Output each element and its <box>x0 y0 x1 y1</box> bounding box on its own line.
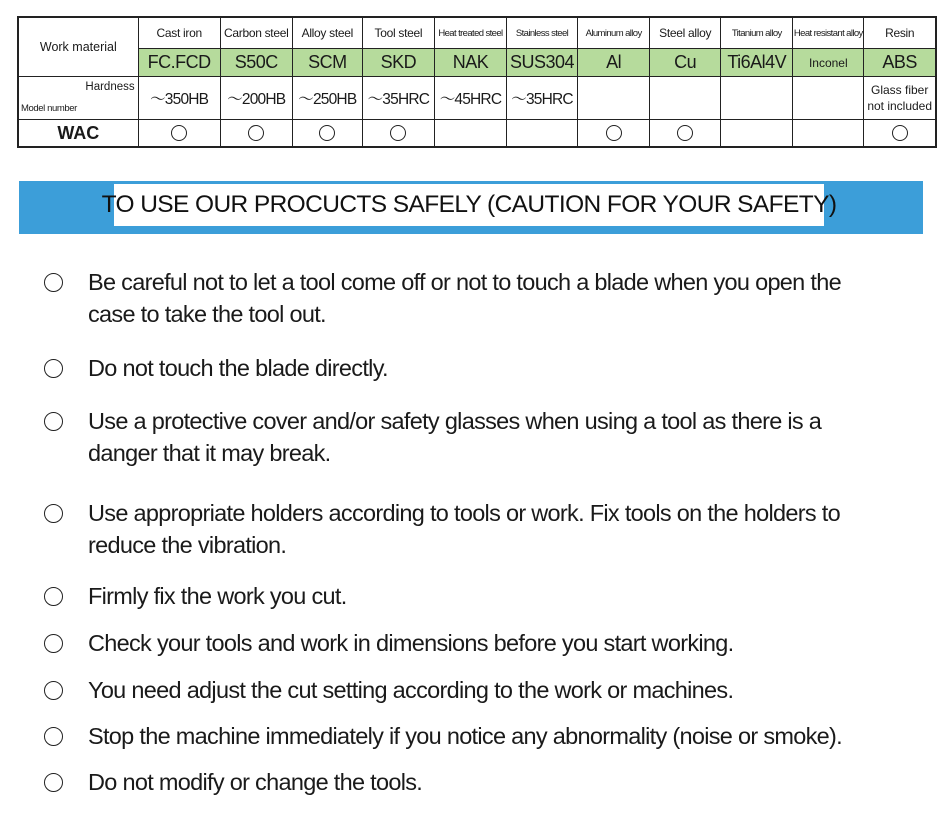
caution-text: Stop the machine immediately if you notice any abnormality (noise or smoke). <box>88 723 843 749</box>
circle-bullet-icon <box>44 273 63 292</box>
compatible-mark-icon <box>892 125 908 141</box>
compat-cell <box>793 120 864 148</box>
compat-cell <box>434 120 506 148</box>
material-name-cast-iron: Cast iron <box>138 17 220 49</box>
circle-bullet-icon <box>44 504 63 523</box>
material-name-carbon-steel: Carbon steel <box>220 17 292 49</box>
material-name-resin: Resin <box>864 17 936 49</box>
circle-bullet-icon <box>44 773 63 792</box>
hardness-value: ～35HRC <box>362 77 434 120</box>
material-name-alloy-steel: Alloy steel <box>292 17 362 49</box>
compat-cell <box>138 120 220 148</box>
circle-bullet-icon <box>44 587 63 606</box>
hardness-value: ～250HB <box>292 77 362 120</box>
compatible-mark-icon <box>319 125 335 141</box>
caution-text: Do not touch the blade directly. <box>88 355 388 381</box>
material-name-aluminum-alloy: Aluminum alloy <box>578 17 650 49</box>
compatible-mark-icon <box>248 125 264 141</box>
resin-note: Glass fiber not included <box>864 77 936 120</box>
work-material-label: Work material <box>18 17 138 77</box>
material-code-s50c: S50C <box>220 49 292 77</box>
compat-cell <box>220 120 292 148</box>
hardness-row <box>18 77 936 120</box>
compat-cell <box>864 120 936 148</box>
hardness-value: ～45HRC <box>434 77 506 120</box>
hardness-value <box>578 77 650 120</box>
hardness-value: ～350HB <box>138 77 220 120</box>
caution-text: Use a protective cover and/or safety glasses when using a tool as there is a danger that it may break. <box>88 408 822 466</box>
material-name-heat-resistant-alloy: Heat resistant alloy <box>793 17 864 49</box>
hardness-model-corner-cell <box>18 77 138 120</box>
hardness-label: Hardness <box>85 81 135 93</box>
material-compatibility-table <box>17 16 937 148</box>
circle-bullet-icon <box>44 359 63 378</box>
material-name-titanium-alloy: Titanium alloy <box>721 17 793 49</box>
wac-compatibility-row <box>18 120 936 148</box>
compat-cell <box>362 120 434 148</box>
material-name-heat-treated-steel: Heat treated steel <box>434 17 506 49</box>
compatible-mark-icon <box>171 125 187 141</box>
compat-cell <box>292 120 362 148</box>
material-name-steel-alloy: Steel alloy <box>650 17 721 49</box>
material-code-scm: SCM <box>292 49 362 77</box>
caution-text: You need adjust the cut setting according to the work or machines. <box>88 677 734 703</box>
hardness-value <box>650 77 721 120</box>
material-code-abs: ABS <box>864 49 936 77</box>
caution-text: Be careful not to let a tool come off or not to touch a blade when you open the case to take the tool out. <box>88 269 841 327</box>
caution-text: Do not modify or change the tools. <box>88 769 423 795</box>
compat-cell <box>650 120 721 148</box>
material-code-nak: NAK <box>434 49 506 77</box>
material-code-skd: SKD <box>362 49 434 77</box>
compatible-mark-icon <box>390 125 406 141</box>
compatible-mark-icon <box>677 125 693 141</box>
caution-text: Use appropriate holders according to tools or work. Fix tools on the holders to reduce the vibration. <box>88 500 840 558</box>
hardness-value <box>793 77 864 120</box>
material-code-al: Al <box>578 49 650 77</box>
compat-cell <box>721 120 793 148</box>
compat-cell <box>507 120 578 148</box>
material-code-sus304: SUS304 <box>507 49 578 77</box>
safety-banner <box>19 181 923 234</box>
material-code-ti6al4v: Ti6Al4V <box>721 49 793 77</box>
circle-bullet-icon <box>44 412 63 431</box>
hardness-value: ～200HB <box>220 77 292 120</box>
material-code-inconel: Inconel <box>793 49 864 77</box>
hardness-value: ～35HRC <box>507 77 578 120</box>
material-code-fc-fcd: FC.FCD <box>138 49 220 77</box>
material-name-row <box>18 17 936 49</box>
material-code-cu: Cu <box>650 49 721 77</box>
model-name: WAC <box>18 120 138 148</box>
model-number-label: Model number <box>21 103 77 114</box>
material-name-stainless-steel: Stainless steel <box>507 17 578 49</box>
caution-text: Check your tools and work in dimensions before you start working. <box>88 630 734 656</box>
hardness-value <box>721 77 793 120</box>
safety-title: TO USE OUR PROCUCTS SAFELY (CAUTION FOR YOUR SAFETY) <box>114 184 824 226</box>
caution-text: Firmly fix the work you cut. <box>88 583 347 609</box>
compatible-mark-icon <box>606 125 622 141</box>
circle-bullet-icon <box>44 634 63 653</box>
material-code-row <box>18 49 936 77</box>
material-name-tool-steel: Tool steel <box>362 17 434 49</box>
compat-cell <box>578 120 650 148</box>
circle-bullet-icon <box>44 681 63 700</box>
circle-bullet-icon <box>44 727 63 746</box>
